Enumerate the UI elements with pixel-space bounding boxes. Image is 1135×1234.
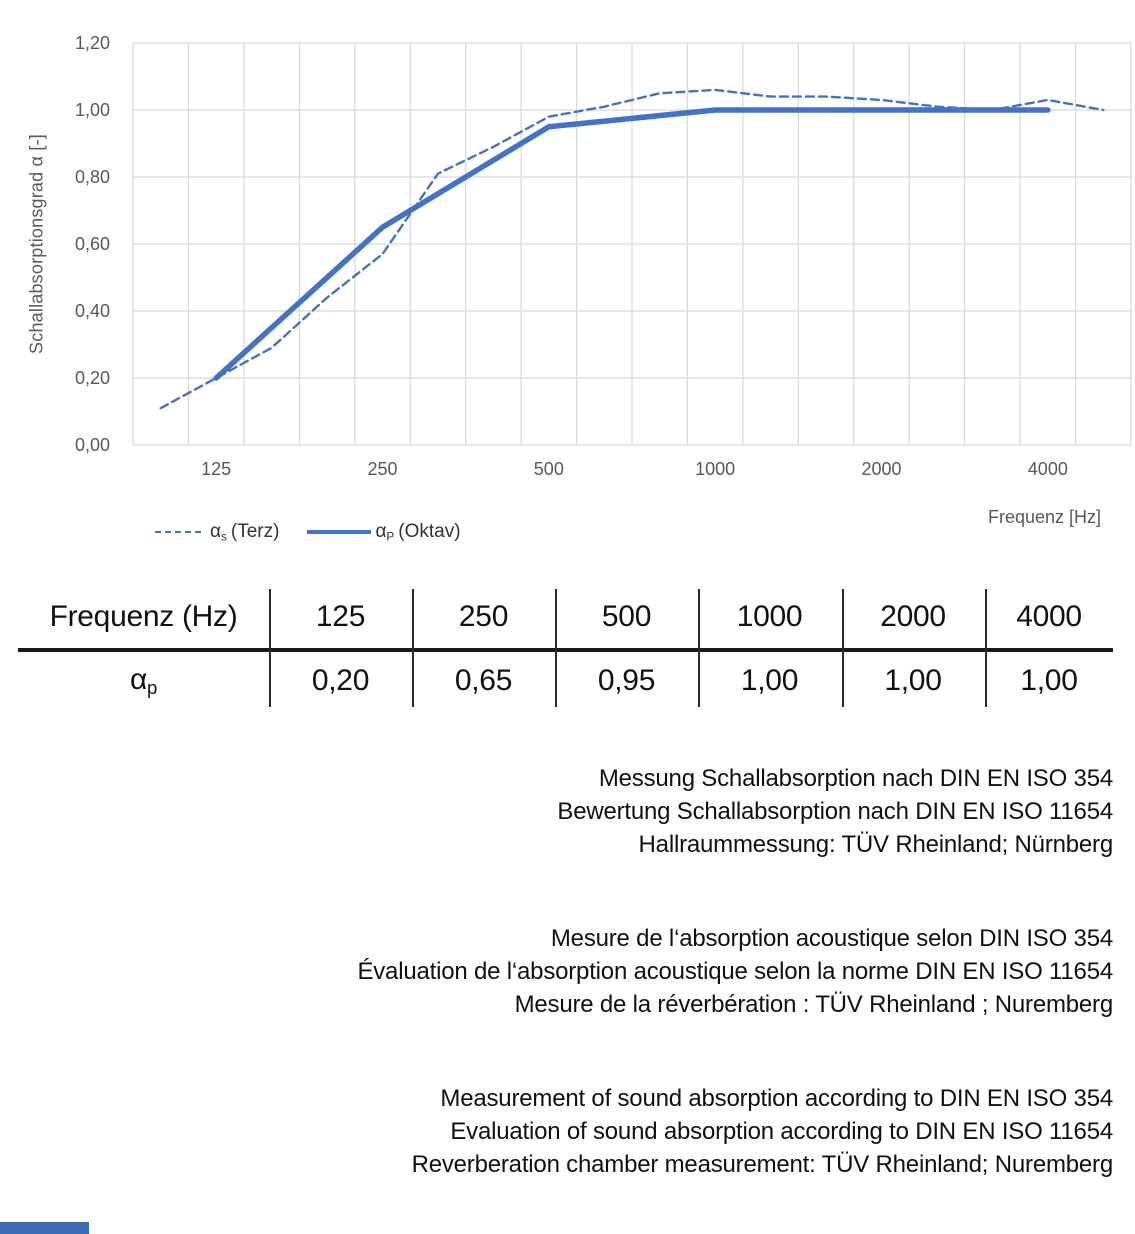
legend-label-oktav: [375, 521, 460, 543]
table-column-separator: [555, 589, 557, 707]
absorption-chart: [0, 0, 1135, 500]
x-tick-label: 2000: [861, 459, 902, 479]
table-header-row: [18, 586, 1113, 648]
notes-english: [412, 1082, 1113, 1181]
table-value-cell: 0,65: [454, 664, 513, 697]
y-axis-title: Schallabsorptionsgrad α [-]: [26, 134, 47, 354]
legend-alpha-subscript: P: [386, 530, 395, 544]
note-line: Bewertung Schallabsorption nach DIN EN ISO 11654: [557, 798, 1113, 825]
legend-dashed-line-sample: [155, 531, 201, 533]
note-line: Mesure de l‘absorption acoustique selon DIN ISO 354: [550, 925, 1113, 952]
note-line: Mesure de la réverbération : TÜV Rheinland ; Nuremberg: [514, 991, 1113, 1018]
x-tick-label: 125: [201, 459, 232, 479]
table-value-cell: 1,00: [1020, 664, 1078, 697]
y-tick-label: 1,20: [74, 33, 110, 53]
notes-german: [557, 762, 1113, 861]
alpha-subscript: p: [147, 677, 158, 699]
legend-alpha-symbol: α: [210, 520, 221, 542]
legend-terz-text: (Terz): [230, 520, 280, 542]
table-value-cell: 0,20: [311, 664, 370, 697]
legend-solid-line-sample: [307, 530, 371, 534]
note-line: Measurement of sound absorption according to DIN EN ISO 354: [440, 1085, 1113, 1112]
legend-oktav-text: (Oktav): [398, 520, 461, 542]
table-value-cell: 1,00: [884, 664, 942, 697]
y-tick-label: 0,40: [74, 301, 110, 321]
footer-accent-bar: [0, 1222, 89, 1234]
chart-legend: [155, 520, 461, 544]
table-header-cell: 4000: [1016, 600, 1082, 633]
table-column-separator: [842, 589, 844, 707]
x-tick-label: 500: [533, 459, 564, 479]
legend-alpha-symbol: α: [375, 520, 387, 542]
table-column-separator: [269, 589, 271, 707]
x-tick-label: 250: [367, 459, 398, 479]
table-value-cell: 0,95: [597, 664, 656, 697]
y-tick-label: 1,00: [74, 100, 110, 120]
table-value-cell: 1,00: [740, 664, 799, 697]
legend-label-terz: [210, 521, 279, 543]
table-header-cell: Frequenz (Hz): [49, 600, 238, 633]
y-tick-label: 0,80: [74, 167, 110, 187]
table-header-cell: 250: [458, 600, 509, 633]
alpha-symbol: α: [129, 662, 147, 696]
table-value-row: [18, 652, 1113, 710]
note-line: Evaluation of sound absorption according to DIN EN ISO 11654: [450, 1118, 1113, 1145]
y-tick-label: 0,60: [74, 234, 110, 254]
y-tick-label: 0,20: [74, 368, 110, 388]
note-line: Messung Schallabsorption nach DIN EN ISO 354: [598, 765, 1113, 792]
note-line: Reverberation chamber measurement: TÜV Rheinland; Nuremberg: [411, 1151, 1113, 1178]
table-column-separator: [412, 589, 414, 707]
table-header-cell: 1000: [736, 600, 803, 633]
table-header-cell: 500: [601, 600, 652, 633]
note-line: Évaluation de l‘absorption acoustique selon la norme DIN EN ISO 11654: [357, 958, 1113, 985]
table-header-cell: 125: [315, 600, 366, 633]
x-axis-title: Frequenz [Hz]: [987, 507, 1101, 527]
table-header-cell: 2000: [880, 600, 946, 633]
legend-alpha-subscript: s: [220, 530, 227, 544]
note-line: Hallraummessung: TÜV Rheinland; Nürnberg: [638, 831, 1113, 858]
alpha-p-table: [18, 586, 1113, 710]
table-column-separator: [985, 589, 987, 707]
x-tick-label: 1000: [695, 459, 736, 479]
notes-french: [357, 922, 1113, 1021]
y-tick-label: 0,00: [74, 435, 110, 455]
table-row-label: [18, 663, 269, 699]
table-column-separator: [698, 589, 700, 707]
x-tick-label: 4000: [1027, 459, 1068, 479]
